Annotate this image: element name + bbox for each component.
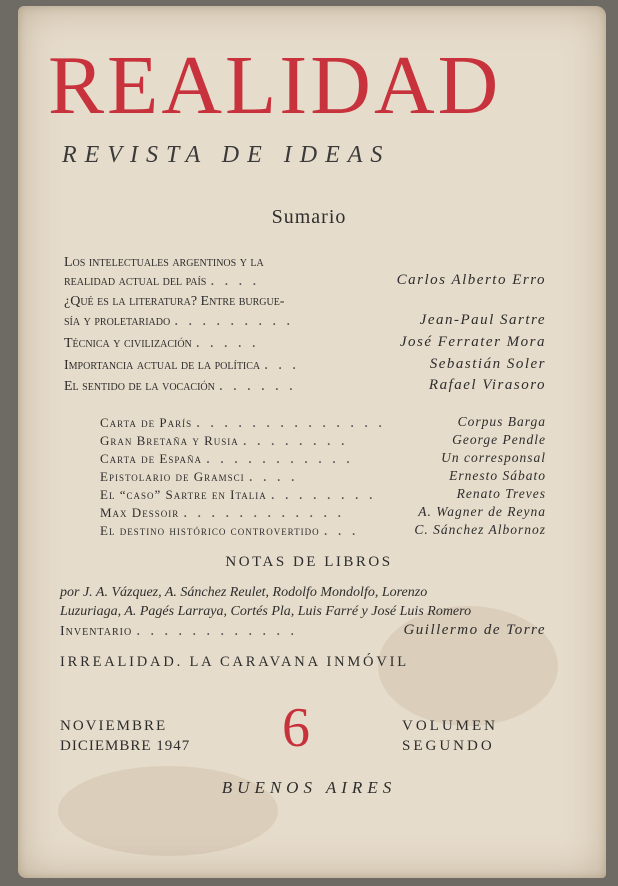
inventory-title: Inventario — [60, 624, 133, 639]
magazine-subtitle: REVISTA DE IDEAS — [62, 142, 391, 168]
leader-dots: . . . . . — [195, 334, 259, 351]
leader-dots: . . . . . . . . . . . . — [183, 504, 345, 521]
article-author: Rafael Virasoro — [428, 377, 546, 393]
article-title: ¿Qué es la literatura? Entre burgue- — [64, 294, 285, 309]
section-title: Epistolario de Gramsci — [100, 469, 245, 484]
article-title: El sentido de la vocación — [64, 379, 215, 394]
leader-dots: . . . . — [248, 468, 298, 485]
article-title: realidad actual del país — [64, 274, 207, 289]
article-title: Técnica y civilización — [64, 336, 192, 351]
section-title: Carta de España — [100, 451, 203, 466]
section-author: George Pendle — [452, 432, 546, 447]
section-title: Carta de París — [100, 415, 193, 430]
issue-number: 6 — [282, 697, 310, 759]
leader-dots: . . . . . . . . . . . — [206, 450, 354, 467]
section-author: C. Sánchez Albornoz — [414, 522, 546, 537]
article-entry — [64, 292, 546, 310]
section-entry — [100, 486, 546, 504]
section-entry — [100, 522, 546, 540]
book-notes-heading: NOTAS DE LIBROS — [225, 554, 393, 570]
leader-dots: . . . . . . . . — [242, 432, 348, 449]
article-entry — [64, 253, 546, 271]
article-title: sía y proletariado — [64, 314, 171, 329]
inventory-entry — [60, 622, 546, 640]
leader-dots: . . . . . . — [218, 377, 296, 394]
leader-dots: . . . . — [210, 272, 260, 289]
irrealidad-heading: IRREALIDAD. LA CARAVANA INMÓVIL — [60, 654, 409, 670]
section-author: Renato Treves — [456, 486, 546, 501]
article-author: Jean-Paul Sartre — [419, 312, 546, 328]
section-entry — [100, 468, 546, 486]
volume-number: SEGUNDO — [402, 738, 495, 754]
publication-city: BUENOS AIRES — [221, 778, 397, 797]
magazine-title: REALIDAD — [48, 39, 502, 132]
article-title: Importancia actual de la política — [64, 358, 261, 373]
article-entry — [64, 334, 546, 352]
section-entry — [100, 432, 546, 450]
section-title: El “caso” Sartre en Italia — [100, 487, 267, 502]
volume-label: VOLUMEN — [402, 718, 498, 734]
leader-dots: . . . . . . . . . . . . — [136, 622, 298, 639]
article-title: Los intelectuales argentinos y la — [64, 255, 264, 270]
leader-dots: . . . — [323, 522, 359, 539]
leader-dots: . . . . . . . . — [270, 486, 376, 503]
article-entry — [64, 356, 546, 374]
summary-heading: Sumario — [271, 206, 347, 228]
section-author: Corpus Barga — [457, 414, 546, 429]
section-entry — [100, 450, 546, 468]
section-title: El destino histórico controvertido — [100, 523, 320, 538]
article-author: Sebastián Soler — [429, 356, 546, 372]
article-author: José Ferrater Mora — [399, 334, 546, 350]
article-entry — [64, 272, 546, 290]
inventory-author: Guillermo de Torre — [403, 622, 546, 638]
section-author: A. Wagner de Reyna — [418, 504, 546, 519]
section-author: Un corresponsal — [441, 450, 546, 465]
leader-dots: . . . . . . . . . — [174, 312, 294, 329]
article-author: Carlos Alberto Erro — [396, 272, 546, 288]
section-title: Gran Bretaña y Rusia — [100, 433, 239, 448]
section-title: Max Dessoir — [100, 505, 180, 520]
article-entry — [64, 377, 546, 395]
leader-dots: . . . . . . . . . . . . . . — [196, 414, 386, 431]
section-entry — [100, 414, 546, 432]
leader-dots: . . . — [264, 356, 300, 373]
issue-month-year: DICIEMBRE 1947 — [60, 738, 191, 754]
section-author: Ernesto Sábato — [449, 468, 546, 483]
article-entry — [64, 312, 546, 330]
contributors-line: por J. A. Vázquez, A. Sánchez Reulet, Rodolfo Mondolfo, Lorenzo — [60, 585, 428, 600]
contributors-line: Luzuriaga, A. Pagés Larraya, Cortés Pla, Luis Farré y José Luis Romero — [60, 604, 472, 619]
section-entry — [100, 504, 546, 522]
issue-month: NOVIEMBRE — [60, 718, 168, 734]
